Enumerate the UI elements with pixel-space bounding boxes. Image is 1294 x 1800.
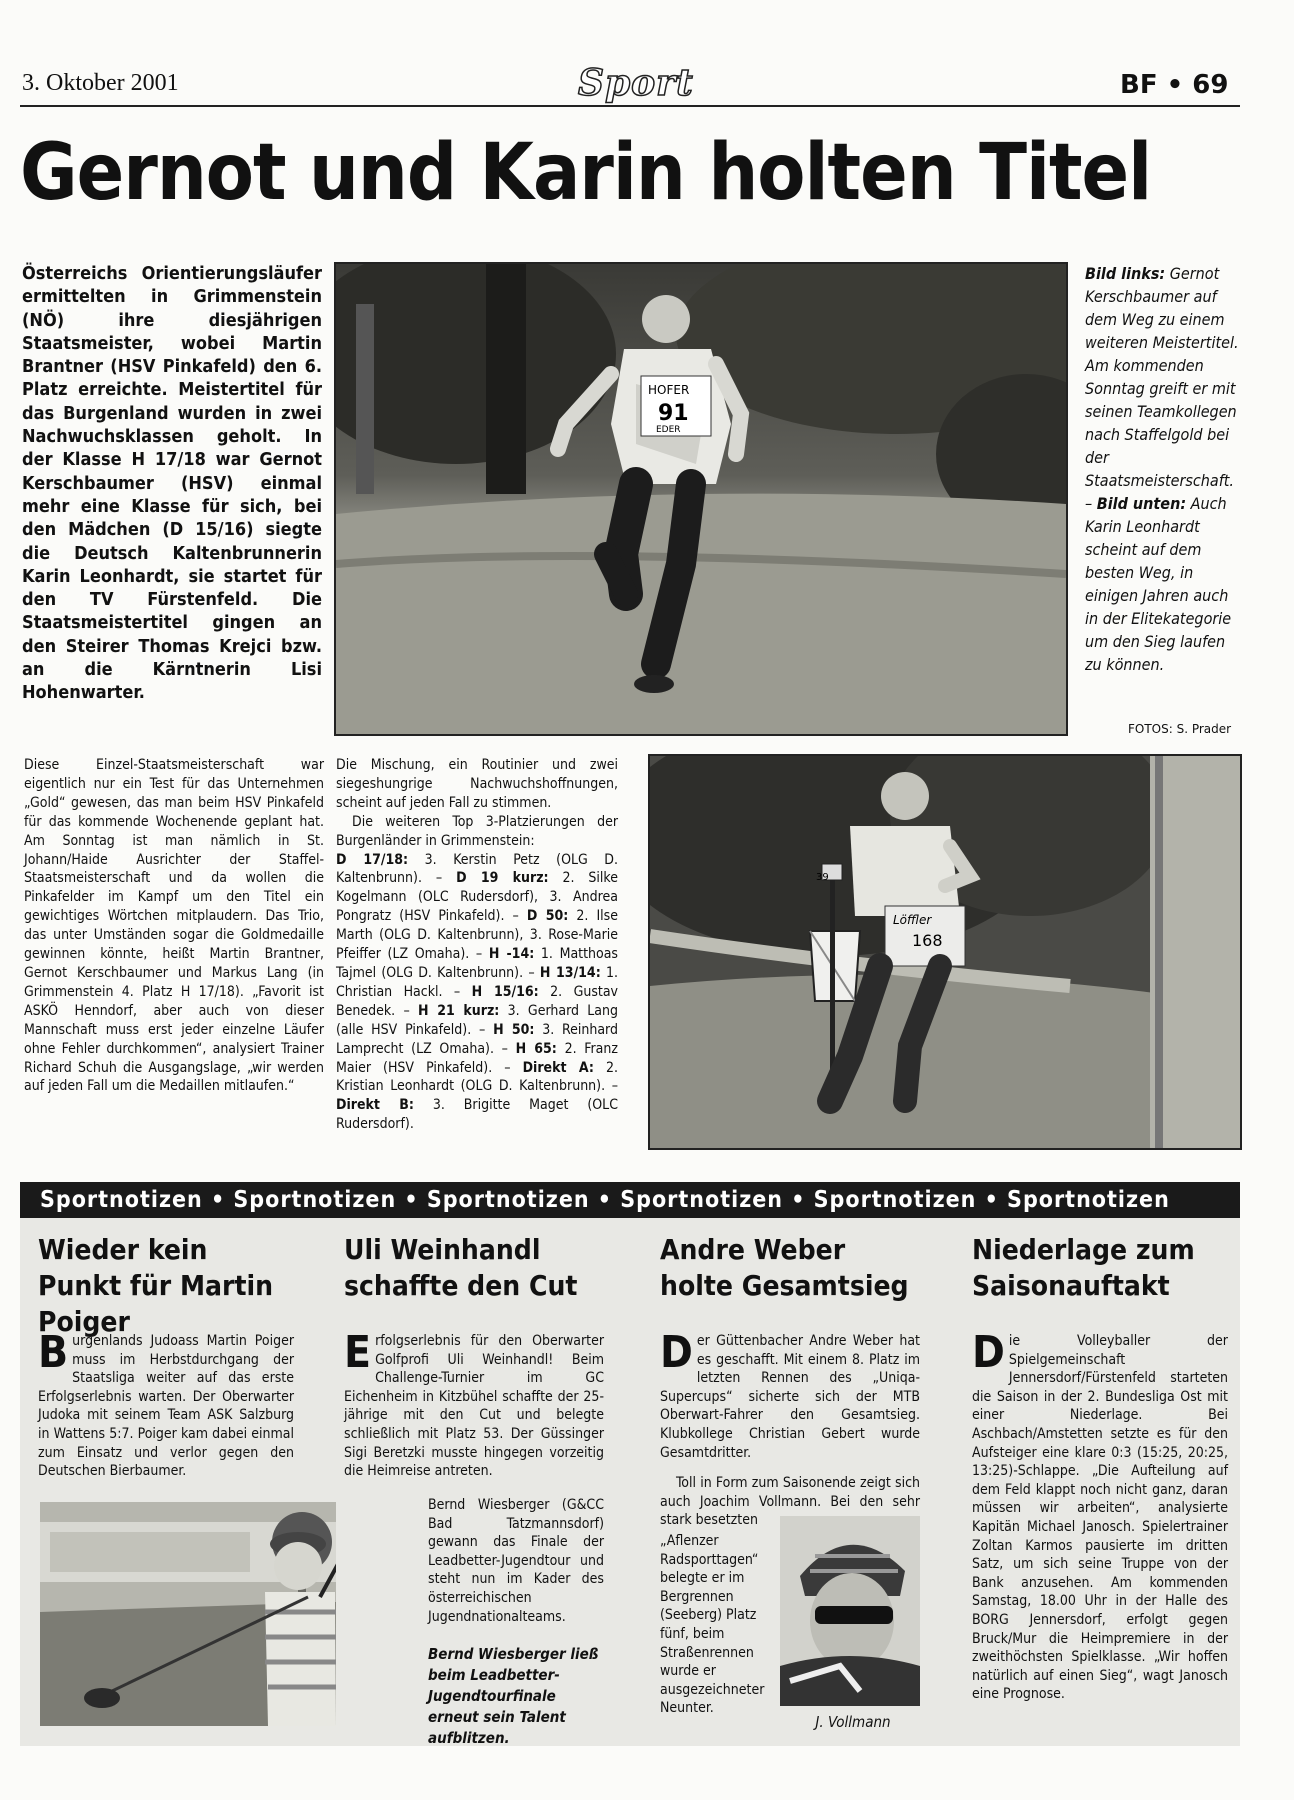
notiz-text-poiger [38, 1327, 294, 1481]
result-text: 3. Brigitte Maget (OLC Rudersdorf). [336, 1097, 618, 1133]
photo-credit: FOTOS: S. Prader [1128, 722, 1232, 736]
result-class: H 50: [493, 1021, 535, 1038]
notiz-body: urgenlands Judoass Martin Poiger muss im Herbstdurchgang der Staatsliga weiter auf das erste Erfolgserlebnis warten. Der Oberwarter Judoka mit seinem Team ASK Salzburg in Wattens 5:7. Poiger kam dabei einmal zum Einsatz und verlor gegen den Deutschen Bierbaumer. [38, 1333, 294, 1480]
caption-label-left: Bild links: [1085, 264, 1166, 283]
notiz-body: er Güttenbacher Andre Weber hat es geschafft. Mit einem 8. Platz im letzten Rennen des „Uniqa-Supercups“ sicherte sich der MTB Oberwart-Fahrer den Gesamtsieg. Klubkollege Christian Gebert wurde Gesamtdritter. [660, 1333, 920, 1461]
dropcap: B [38, 1327, 69, 1378]
dropcap: D [660, 1327, 693, 1378]
photo-caption [1085, 262, 1245, 676]
section-title: Sport [578, 62, 694, 104]
result-class: H 21 kurz: [418, 1002, 500, 1019]
body-paragraph: Die weiteren Top 3-Platzierungen der Burgenländer in Grimmenstein: [336, 813, 618, 849]
result-class: H 15/16: [471, 983, 539, 1000]
result-class: H 13/14: [539, 964, 601, 981]
bib-sponsor-2: Löffler [893, 913, 932, 927]
notiz-headline-weber: Andre Weber holte Gesamtsieg [660, 1233, 909, 1302]
notiz-headline-weinhandl: Uli Weinhandl schaffte den Cut [344, 1233, 578, 1302]
notiz-text-weber [660, 1327, 920, 1462]
result-class: Direkt A: [522, 1059, 594, 1076]
notiz-headline-volleyball: Niederlage zum Saisonauftakt [972, 1233, 1195, 1302]
result-class: D 17/18: [336, 851, 409, 868]
page-number: BF • 69 [1120, 70, 1229, 100]
result-text: 2. Ilse Marth (OLG D. Kaltenbrunn), 3. Rose-Marie Pfeiffer (LZ Omaha). – [336, 908, 618, 963]
notiz-text-vollmann-1: Toll in Form zum Saisonende zeigt sich auch Joachim Vollmann. Bei den sehr stark besetzten [660, 1475, 920, 1529]
result-text: 3. Kerstin Petz (OLG D. Kaltenbrunn). – [336, 851, 618, 887]
photo-caption-vollmann: J. Vollmann [815, 1713, 891, 1731]
notiz-text-volleyball [972, 1327, 1228, 1704]
caption-label-below: Bild unten: [1096, 494, 1187, 513]
notiz-body: ie Volleyballer der Spielgemeinschaft Jennersdorf/Fürstenfeld starteten die Saison in der 2. Bundesliga Ost mit einer Niederlage. Bei Aschbach/Amstetten setzte es für den Aufsteiger eine klare 0:3 (15:25, 20:25, 13:25)-Schlappe. „Die Aufteilung auf dem Feld klappt noch nicht ganz, daran müssen wir arbeiten“, analysierte Kapitän Michael Janosch. Spielertrainer Zoltan Karmos pausierte im dritten Satz, um sich seine Truppe von der Bank anzusehen. Am kommenden Samstag, 18.00 Uhr in der Halle des BORG Jennersdorf, erfolgt gegen Bruck/Mur die Heimpremiere in der zweithöchsten Spielklasse. „Wir hoffen natürlich auf einen Sieg“, wagt Janosch eine Prognose. [972, 1333, 1228, 1703]
result-class: D 50: [526, 908, 569, 925]
photo-runner-gernot [334, 262, 1068, 736]
bib-sponsor-1: HOFER [648, 383, 690, 397]
sportnotizen-banner: Sportnotizen • Sportnotizen • Sportnotizen • Sportnotizen • Sportnotizen • Sportnotizen [20, 1182, 1240, 1218]
issue-date: 3. Oktober 2001 [22, 70, 179, 96]
bib-number-1: 91 [658, 401, 689, 426]
article-headline: Gernot und Karin holten Titel [20, 128, 1152, 218]
article-lead: Österreichs Orientierungsläufer ermittelten in Grimmenstein (NÖ) ihre diesjährigen Staatsmeister, wobei Martin Brantner (HSV Pinkafeld) den 6. Platz erreichte. Meistertitel für das Burgenland wurden in zwei Nachwuchsklassen geholt. In der Klasse H 17/18 war Gernot Kerschbaumer (HSV) einmal mehr eine Klasse für sich, bei den Mädchen (D 15/16) siegte die Deutsch Kaltenbrunnerin Karin Leonhardt, sie startet für den TV Fürstenfeld. Die Staatsmeistertitel gingen an den Steirer Thomas Krejci bzw. an die Kärntnerin Lisi Hohenwarter. [22, 263, 322, 704]
result-text: 1. Matthoas Tajmel (OLG D. Kaltenbrunn). – [336, 946, 618, 981]
result-text: 2. Silke Kogelmann (OLC Rudersdorf), 3. Andrea Pongratz (HSV Pinkafeld). – [336, 870, 618, 925]
notiz-text-weinhandl [344, 1327, 604, 1481]
article-body-col2 [336, 756, 618, 1134]
result-class: H 65: [515, 1040, 557, 1057]
notiz-body: rfolgserlebnis für den Oberwarter Golfprofi Uli Weinhandl! Beim Challenge-Turnier im GC Eichenheim in Kitzbühel schaffte der 25-jährige mit den Cut und belegte schließlich mit Platz 53. Der Güssinger Sigi Beretzki musste hingegen vorzeitig die Heimreise antreten. [344, 1333, 604, 1480]
photo-runner-karin [648, 754, 1242, 1150]
dropcap: D [972, 1327, 1005, 1378]
caption-text-left: Gernot Kerschbaumer auf dem Weg zu einem weiteren Meistertitel. Am kommenden Sonntag greift er mit seinen Teamkollegen nach Staffelgold bei der Staatsmeisterschaft. – [1085, 264, 1239, 513]
body-paragraph: Die Mischung, ein Routinier und zwei siegeshungrige Nachwuchshoffnungen, scheint auf jeden Fall zu stimmen. [336, 757, 618, 811]
result-text: 1. Christian Hackl. – [336, 964, 619, 1000]
article-body-col1: Diese Einzel-Staatsmeisterschaft war eigentlich nur ein Test für das Unternehmen „Gold“ gewesen, das man beim HSV Pinkafeld für das kommende Wochenende geplant hat. Am Sonntag ist man nämlich in St. Johann/Haide Ausrichter der Staffel-Staatsmeisterschaft und da wollen die Pinkafelder im Kampf um den Titel ein gewichtiges Wörtchen mitplaudern. Das Trio, das unter Umständen sogar die Goldmedaille gewinnen könnte, heißt Martin Brantner, Gernot Kerschbaumer und Markus Lang (in Grimmenstein 4. Platz H 17/18). „Favorit ist ASKÖ Henndorf, aber auch von dieser Mannschaft muss erst jeder einzelne Läufer ohne Fehler durchkommen“, analysiert Trainer Richard Schuh die Ausgangslage, „wir werden auf jeden Fall um die Medaillen mitlaufen.“ [24, 757, 324, 1095]
photo-wiesberger [40, 1502, 336, 1726]
results-list [336, 851, 618, 1135]
bib-number-2: 168 [912, 931, 943, 950]
caption-text-below: Auch Karin Leonhardt scheint auf dem besten Weg, in einigen Jahren auch in der Elitekategorie um den Sieg laufen zu können. [1085, 494, 1232, 674]
result-text: 2. Franz Maier (HSV Pinkafeld). – [336, 1040, 618, 1076]
result-text: 3. Gerhard Lang (alle HSV Pinkafeld). – [336, 1002, 618, 1038]
photo-vollmann [780, 1516, 920, 1706]
result-class: H -14: [488, 946, 535, 963]
photo-caption-wiesberger: Bernd Wiesberger ließ beim Leadbetter-Jugendtourfinale erneut sein Talent aufblitzen. [428, 1645, 599, 1747]
result-text: 2. Kristian Leonhardt (OLG D. Kaltenbrunn). – [336, 1059, 618, 1095]
notiz-headline-poiger: Wieder kein Punkt für Martin Poiger [38, 1233, 274, 1338]
header-rule [20, 105, 1240, 107]
notiz-text-vollmann-2: „Aflenzer Radsporttagen“ belegte er im Bergrennen (Seeberg) Platz fünf, beim Straßenrennen wurde er ausgezeichneter Neunter. [660, 1533, 765, 1717]
result-class: D 19 kurz: [456, 870, 549, 887]
notiz-text-wiesberger: Bernd Wiesberger (G&CC Bad Tatzmannsdorf) gewann das Finale der Leadbetter-Jugendtour und steht nun im Kader des österreichischen Jugendnationalteams. [428, 1497, 604, 1625]
bib-name-1: EDER [656, 425, 681, 435]
dropcap: E [344, 1327, 372, 1378]
result-class: Direkt B: [336, 1097, 414, 1114]
result-text: 2. Gustav Benedek. – [336, 983, 618, 1019]
control-post-number: 39 [816, 872, 829, 883]
result-text: 3. Reinhard Lamprecht (LZ Omaha). – [336, 1021, 618, 1057]
